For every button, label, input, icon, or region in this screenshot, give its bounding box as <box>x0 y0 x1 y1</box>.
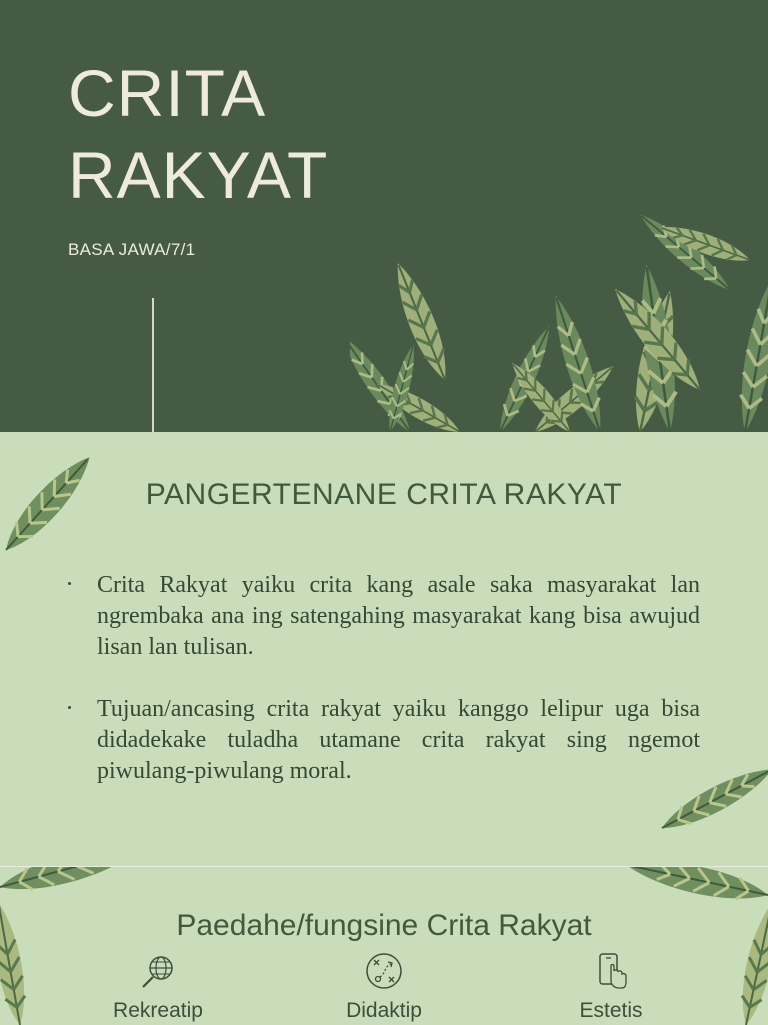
bullet-icon <box>68 706 71 709</box>
function-item-rekreatip <box>68 951 248 1023</box>
section-title: PANGERTENANE CRITA RAKYAT <box>145 478 623 511</box>
slide-subtitle: BASA JAWA/7/1 <box>68 240 196 259</box>
list-item <box>64 570 700 663</box>
strategy-icon <box>364 951 404 991</box>
function-label: Didaktip <box>346 999 422 1022</box>
section-title: Paedahe/fungsine Crita Rakyat <box>176 909 592 942</box>
slide-title <box>68 52 328 216</box>
bullet-text: Crita Rakyat yaiku crita kang asale saka masyarakat lan ngrembaka ana ing satengahing masyarakat kang bisa awujud lisan lan tulisan. <box>97 572 700 660</box>
title-line-2: RAKYAT <box>68 138 329 212</box>
definition-list <box>64 570 700 818</box>
globe-search-icon <box>138 951 178 991</box>
function-item-estetis <box>521 951 701 1023</box>
title-line-1: CRITA <box>68 56 267 130</box>
title-slide <box>0 0 768 432</box>
list-item <box>64 694 700 787</box>
function-label: Rekreatip <box>113 999 203 1022</box>
leaf-decoration-bottom-right <box>652 762 768 842</box>
definition-slide <box>0 432 768 866</box>
bullet-text: Tujuan/ancasing crita rakyat yaiku kanggo lelipur uga bisa didadekake tuladha utamane crita rakyat sing ngemot piwulang-piwulang moral. <box>97 696 700 784</box>
tropical-plants-illustration <box>350 140 768 432</box>
touch-phone-icon <box>591 951 631 991</box>
function-item-didaktip <box>294 951 474 1023</box>
vertical-divider <box>152 298 154 432</box>
functions-slide <box>0 866 768 1025</box>
bullet-icon <box>68 582 71 585</box>
function-label: Estetis <box>579 999 643 1022</box>
